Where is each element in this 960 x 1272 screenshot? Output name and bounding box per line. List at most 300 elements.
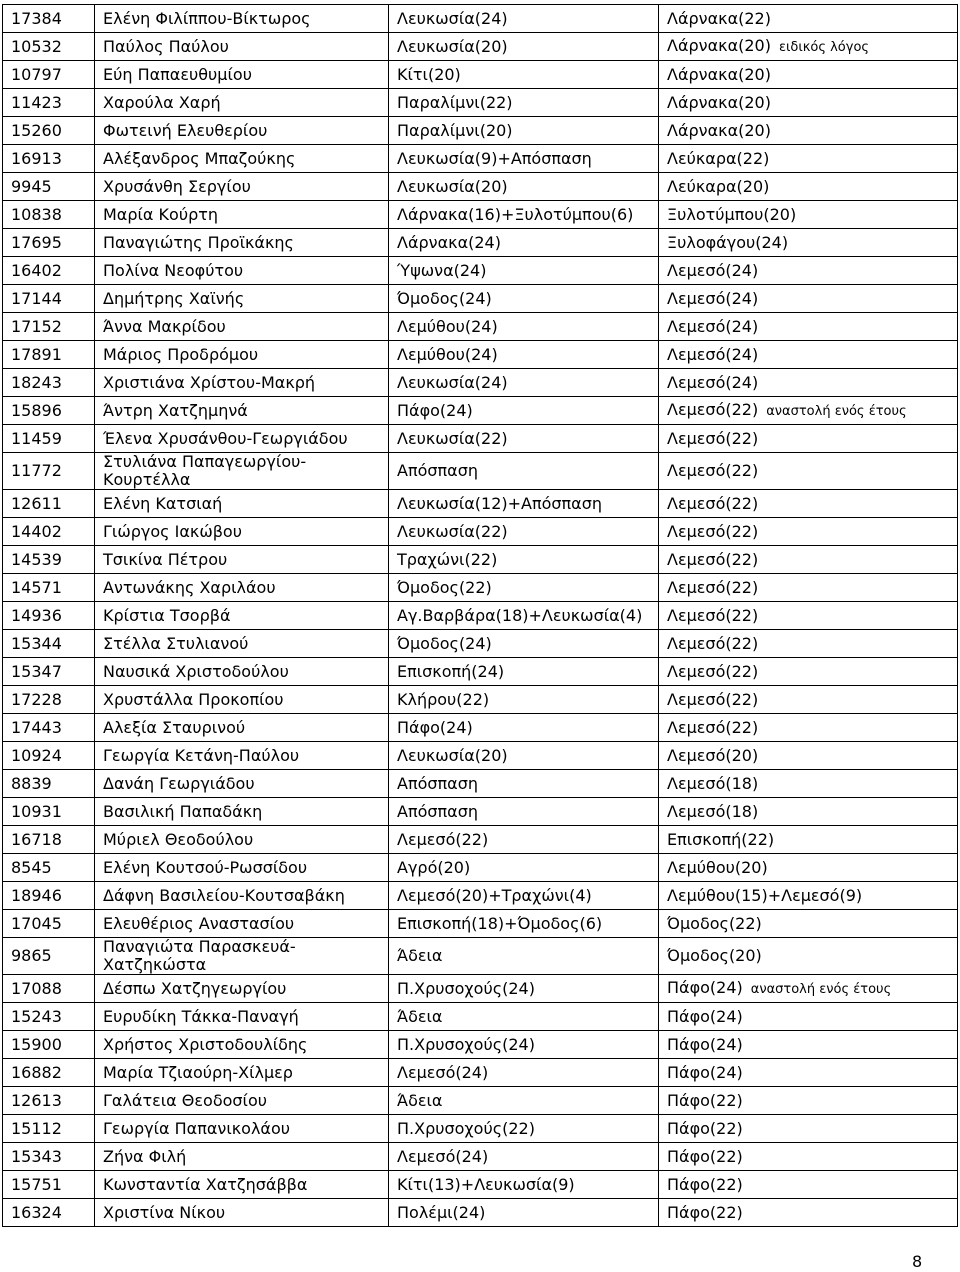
cell-from-text: Π.Χρυσοχούς(22): [397, 1118, 535, 1138]
row-note: αναστολή ενός έτους: [750, 981, 892, 997]
cell-id: [3, 145, 95, 173]
cell-to: [659, 574, 958, 602]
cell-name: [95, 1003, 389, 1031]
cell-to-text: Λεμεσό(24): [667, 372, 759, 392]
cell-id: [3, 229, 95, 257]
cell-from: [389, 1003, 659, 1031]
cell-to-text: Λάρνακα(20): [667, 120, 771, 140]
cell-to-text: Πάφο(22): [667, 1118, 743, 1138]
cell-id-text: 17443: [11, 717, 62, 737]
cell-name-text: Ελένη Κουτσού-Ρωσσίδου: [103, 857, 308, 877]
cell-name: [95, 369, 389, 397]
cell-id: [3, 313, 95, 341]
cell-to: [659, 546, 958, 574]
table-row: [3, 1087, 958, 1115]
cell-from: [389, 826, 659, 854]
cell-id-text: 17384: [11, 8, 62, 28]
cell-to-text: Πάφο(22): [667, 1202, 743, 1222]
cell-to-text: Λεύκαρα(22): [667, 148, 770, 168]
cell-id: [3, 910, 95, 938]
cell-from-text: Λεμεσό(24): [397, 1062, 489, 1082]
cell-id: [3, 173, 95, 201]
cell-to-text: Λεμεσό(22): [667, 399, 759, 419]
cell-from-text: Απόσπαση: [397, 461, 478, 480]
cell-name: [95, 341, 389, 369]
table-row: [3, 630, 958, 658]
cell-name-text: Βασιλική Παπαδάκη: [103, 801, 263, 821]
cell-id: [3, 546, 95, 574]
table-row: [3, 938, 958, 975]
cell-from: [389, 33, 659, 61]
table-row: [3, 742, 958, 770]
cell-to: [659, 1087, 958, 1115]
cell-to: [659, 173, 958, 201]
cell-name-text: Χρυστάλλα Προκοπίου: [103, 689, 284, 709]
cell-to: [659, 910, 958, 938]
cell-from-text: Λευκωσία(22): [397, 428, 508, 448]
cell-name-text: Κωνσταντία Χατζησάββα: [103, 1174, 308, 1194]
cell-name: [95, 397, 389, 425]
cell-name-text: Τσικίνα Πέτρου: [103, 549, 228, 569]
cell-id-text: 17228: [11, 689, 62, 709]
cell-to-text: Όμοδος(22): [667, 913, 762, 933]
cell-from: [389, 1143, 659, 1171]
cell-id: [3, 453, 95, 490]
cell-from: [389, 229, 659, 257]
cell-id: [3, 826, 95, 854]
cell-id: [3, 714, 95, 742]
cell-to: [659, 490, 958, 518]
cell-from-text: Λευκωσία(24): [397, 8, 508, 28]
table-row: [3, 285, 958, 313]
cell-from-text: Τραχώνι(22): [397, 549, 498, 569]
cell-from: [389, 397, 659, 425]
cell-id-text: 9865: [11, 946, 52, 965]
table-row: [3, 173, 958, 201]
cell-to: [659, 882, 958, 910]
cell-from: [389, 518, 659, 546]
cell-to: [659, 630, 958, 658]
cell-to: [659, 1031, 958, 1059]
table-row: [3, 910, 958, 938]
cell-to: [659, 145, 958, 173]
cell-id-text: 14539: [11, 549, 62, 569]
table-row: [3, 369, 958, 397]
table-row: [3, 518, 958, 546]
cell-from: [389, 686, 659, 714]
table-row: [3, 313, 958, 341]
cell-to: [659, 602, 958, 630]
cell-id-text: 15343: [11, 1146, 62, 1166]
cell-from-text: Κίτι(13)+Λευκωσία(9): [397, 1174, 575, 1194]
cell-id-text: 16324: [11, 1202, 62, 1222]
cell-id: [3, 574, 95, 602]
transfers-table-body: [3, 5, 958, 1227]
cell-to-text: Λεμύθου(15)+Λεμεσό(9): [667, 885, 863, 905]
cell-name: [95, 1031, 389, 1059]
cell-from-text: Λευκωσία(9)+Απόσπαση: [397, 148, 592, 168]
cell-from-text: Πολέμι(24): [397, 1202, 486, 1222]
cell-to: [659, 89, 958, 117]
cell-id-text: 16402: [11, 260, 62, 280]
cell-from-text: Λευκωσία(20): [397, 176, 508, 196]
cell-id: [3, 630, 95, 658]
cell-from: [389, 910, 659, 938]
cell-to: [659, 201, 958, 229]
cell-from-text: Όμοδος(22): [397, 577, 492, 597]
cell-to: [659, 229, 958, 257]
table-row: [3, 686, 958, 714]
cell-id-text: 11772: [11, 461, 62, 480]
cell-id: [3, 518, 95, 546]
cell-name: [95, 33, 389, 61]
cell-name-text: Δάφνη Βασιλείου-Κουτσαβάκη: [103, 885, 345, 905]
row-note: αναστολή ενός έτους: [766, 403, 907, 419]
table-row: [3, 425, 958, 453]
table-row: [3, 5, 958, 33]
cell-name: [95, 285, 389, 313]
cell-id: [3, 975, 95, 1003]
cell-to-text: Όμοδος(20): [667, 946, 762, 965]
cell-to-text: Λεμεσό(22): [667, 549, 759, 569]
cell-name: [95, 546, 389, 574]
cell-id: [3, 686, 95, 714]
cell-from: [389, 257, 659, 285]
cell-from: [389, 546, 659, 574]
cell-from-text: Επισκοπή(18)+Όμοδος(6): [397, 913, 603, 933]
cell-name-text: Αλέξανδρος Μπαζούκης: [103, 148, 296, 168]
cell-to: [659, 798, 958, 826]
cell-to-text: Πάφο(22): [667, 1090, 743, 1110]
cell-from-text: Λεμεσό(24): [397, 1146, 489, 1166]
cell-to-text: Λεμεσό(24): [667, 344, 759, 364]
cell-from: [389, 658, 659, 686]
cell-from-text: Όμοδος(24): [397, 288, 492, 308]
cell-to-text: Λεμύθου(20): [667, 857, 768, 877]
transfers-table: [2, 4, 958, 1227]
cell-to-text: Ξυλοφάγου(24): [667, 232, 789, 252]
cell-to: [659, 117, 958, 145]
cell-id-text: 8545: [11, 857, 52, 877]
cell-from: [389, 5, 659, 33]
table-row: [3, 145, 958, 173]
table-row: [3, 1059, 958, 1087]
table-row: [3, 574, 958, 602]
cell-name: [95, 257, 389, 285]
cell-from-text: Άδεια: [397, 946, 443, 965]
cell-id-text: 15112: [11, 1118, 62, 1138]
cell-from: [389, 574, 659, 602]
cell-to-text: Ξυλοτύμπου(20): [667, 204, 797, 224]
table-row: [3, 1171, 958, 1199]
cell-to-text: Πάφο(24): [667, 977, 743, 997]
cell-name: [95, 313, 389, 341]
cell-to: [659, 1171, 958, 1199]
cell-name-text: Χριστίνα Νίκου: [103, 1202, 226, 1222]
cell-from: [389, 369, 659, 397]
cell-id-text: 8839: [11, 773, 52, 793]
table-row: [3, 826, 958, 854]
cell-name: [95, 686, 389, 714]
cell-id-text: 15243: [11, 1006, 62, 1026]
cell-name-text: Γαλάτεια Θεοδοσίου: [103, 1090, 268, 1110]
cell-to: [659, 1003, 958, 1031]
cell-name-text: Εύη Παπαευθυμίου: [103, 64, 252, 84]
cell-name: [95, 201, 389, 229]
cell-to-text: Λεμεσό(22): [667, 577, 759, 597]
cell-to-text: Λεμεσό(22): [667, 605, 759, 625]
cell-name: [95, 798, 389, 826]
cell-to: [659, 425, 958, 453]
cell-from-text: Παραλίμνι(22): [397, 92, 513, 112]
table-row: [3, 201, 958, 229]
table-row: [3, 257, 958, 285]
cell-from: [389, 201, 659, 229]
cell-id-text: 14936: [11, 605, 62, 625]
cell-id: [3, 854, 95, 882]
cell-id: [3, 285, 95, 313]
cell-name: [95, 145, 389, 173]
cell-from: [389, 742, 659, 770]
cell-from: [389, 602, 659, 630]
table-row: [3, 490, 958, 518]
cell-to: [659, 1199, 958, 1227]
cell-name: [95, 5, 389, 33]
cell-id-text: 12611: [11, 493, 62, 513]
table-row: [3, 89, 958, 117]
cell-to-text: Λεμεσό(22): [667, 689, 759, 709]
cell-from-text: Κίτι(20): [397, 64, 461, 84]
cell-to-text: Πάφο(24): [667, 1034, 743, 1054]
cell-name: [95, 1115, 389, 1143]
cell-id-text: 15896: [11, 400, 62, 420]
cell-id: [3, 490, 95, 518]
cell-name-text: Μύριελ Θεοδούλου: [103, 829, 254, 849]
cell-to: [659, 975, 958, 1003]
cell-id-text: 17695: [11, 232, 62, 252]
cell-to: [659, 714, 958, 742]
cell-from-text: Λευκωσία(22): [397, 521, 508, 541]
cell-from: [389, 145, 659, 173]
cell-from: [389, 882, 659, 910]
cell-id-text: 10838: [11, 204, 62, 224]
cell-name-text: Γιώργος Ιακώβου: [103, 521, 242, 541]
cell-to: [659, 686, 958, 714]
cell-name: [95, 714, 389, 742]
cell-from-text: Λεμύθου(24): [397, 344, 498, 364]
cell-to: [659, 658, 958, 686]
cell-id: [3, 425, 95, 453]
cell-to-text: Πάφο(22): [667, 1174, 743, 1194]
cell-name: [95, 975, 389, 1003]
cell-id-text: 11459: [11, 428, 62, 448]
cell-name-text: Κρίστια Τσορβά: [103, 605, 231, 625]
cell-to-text: Λεμεσό(18): [667, 801, 759, 821]
cell-name: [95, 173, 389, 201]
cell-name-text: Στυλιάνα Παπαγεωργίου-Κουρτέλλα: [103, 452, 307, 489]
cell-name-text: Ναυσικά Χριστοδούλου: [103, 661, 289, 681]
cell-to-text: Λάρνακα(20): [667, 64, 771, 84]
cell-to: [659, 397, 958, 425]
cell-from-text: Λευκωσία(12)+Απόσπαση: [397, 493, 602, 513]
cell-from-text: Λευκωσία(20): [397, 36, 508, 56]
cell-id-text: 18946: [11, 885, 62, 905]
cell-id: [3, 5, 95, 33]
cell-from: [389, 453, 659, 490]
cell-name-text: Ζήνα Φιλή: [103, 1146, 187, 1166]
cell-name-text: Παύλος Παύλου: [103, 36, 229, 56]
table-row: [3, 770, 958, 798]
cell-to: [659, 770, 958, 798]
cell-name: [95, 1087, 389, 1115]
cell-from: [389, 714, 659, 742]
cell-id: [3, 1143, 95, 1171]
cell-from-text: Απόσπαση: [397, 773, 478, 793]
table-row: [3, 1143, 958, 1171]
cell-id: [3, 1003, 95, 1031]
cell-name: [95, 602, 389, 630]
cell-to: [659, 453, 958, 490]
cell-id-text: 16718: [11, 829, 62, 849]
cell-name-text: Στέλλα Στυλιανού: [103, 633, 249, 653]
cell-to-text: Λεμεσό(22): [667, 717, 759, 737]
cell-id-text: 14571: [11, 577, 62, 597]
table-row: [3, 658, 958, 686]
cell-from-text: Πάφο(24): [397, 400, 473, 420]
cell-id-text: 9945: [11, 176, 52, 196]
cell-from-text: Π.Χρυσοχούς(24): [397, 1034, 535, 1054]
cell-name: [95, 425, 389, 453]
cell-to: [659, 257, 958, 285]
cell-to-text: Λεμεσό(22): [667, 521, 759, 541]
cell-from-text: Λευκωσία(20): [397, 745, 508, 765]
cell-name: [95, 1171, 389, 1199]
cell-id-text: 16913: [11, 148, 62, 168]
cell-name-text: Δέσπω Χατζηγεωργίου: [103, 978, 287, 998]
table-row: [3, 397, 958, 425]
cell-name: [95, 117, 389, 145]
cell-name-text: Χρυσάνθη Σεργίου: [103, 176, 251, 196]
cell-from-text: Λευκωσία(24): [397, 372, 508, 392]
cell-id-text: 17144: [11, 288, 62, 308]
cell-from-text: Λάρνακα(24): [397, 232, 501, 252]
cell-from-text: Ύψωνα(24): [397, 260, 487, 280]
table-row: [3, 714, 958, 742]
cell-id-text: 10532: [11, 36, 62, 56]
table-row: [3, 453, 958, 490]
cell-to: [659, 742, 958, 770]
cell-from: [389, 1199, 659, 1227]
cell-name: [95, 854, 389, 882]
cell-from: [389, 1031, 659, 1059]
cell-to: [659, 313, 958, 341]
cell-name-text: Δημήτρης Χαϊνής: [103, 288, 245, 308]
cell-name-text: Ελένη Κατσιαή: [103, 493, 223, 513]
cell-to: [659, 1143, 958, 1171]
cell-id: [3, 658, 95, 686]
cell-to: [659, 285, 958, 313]
cell-from: [389, 313, 659, 341]
cell-to: [659, 5, 958, 33]
cell-from: [389, 854, 659, 882]
cell-from: [389, 341, 659, 369]
cell-id: [3, 201, 95, 229]
cell-id: [3, 1059, 95, 1087]
table-row: [3, 975, 958, 1003]
cell-id-text: 10924: [11, 745, 62, 765]
cell-to-text: Πάφο(24): [667, 1062, 743, 1082]
cell-from-text: Λεμύθου(24): [397, 316, 498, 336]
cell-name-text: Άντρη Χατζημηνά: [103, 400, 248, 420]
cell-name: [95, 61, 389, 89]
cell-id: [3, 1031, 95, 1059]
cell-name-text: Έλενα Χρυσάνθου-Γεωργιάδου: [103, 428, 348, 448]
table-row: [3, 61, 958, 89]
cell-to-text: Λεμεσό(24): [667, 316, 759, 336]
cell-to-text: Λεμεσό(22): [667, 661, 759, 681]
cell-to: [659, 938, 958, 975]
cell-name: [95, 574, 389, 602]
cell-name-text: Πολίνα Νεοφύτου: [103, 260, 244, 280]
cell-from-text: Κλήρου(22): [397, 689, 490, 709]
cell-from: [389, 1171, 659, 1199]
table-row: [3, 602, 958, 630]
cell-to: [659, 369, 958, 397]
cell-to-text: Λεύκαρα(20): [667, 176, 770, 196]
cell-to-text: Λάρνακα(20): [667, 92, 771, 112]
cell-id-text: 15347: [11, 661, 62, 681]
cell-from: [389, 1087, 659, 1115]
cell-id-text: 14402: [11, 521, 62, 541]
cell-name-text: Φωτεινή Ελευθερίου: [103, 120, 268, 140]
cell-id: [3, 1115, 95, 1143]
cell-name: [95, 770, 389, 798]
table-row: [3, 882, 958, 910]
cell-from: [389, 770, 659, 798]
cell-to: [659, 341, 958, 369]
cell-name-text: Ελένη Φιλίππου-Βίκτωρος: [103, 8, 311, 28]
table-row: [3, 33, 958, 61]
cell-id-text: 17088: [11, 978, 62, 998]
cell-name-text: Γεωργία Παπανικολάου: [103, 1118, 291, 1138]
cell-from-text: Όμοδος(24): [397, 633, 492, 653]
cell-id: [3, 938, 95, 975]
cell-name: [95, 518, 389, 546]
cell-name: [95, 882, 389, 910]
cell-id-text: 12613: [11, 1090, 62, 1110]
table-row: [3, 229, 958, 257]
cell-to: [659, 518, 958, 546]
cell-to-text: Λεμεσό(24): [667, 260, 759, 280]
cell-id-text: 15751: [11, 1174, 62, 1194]
cell-name: [95, 630, 389, 658]
cell-id-text: 11423: [11, 92, 62, 112]
cell-id: [3, 742, 95, 770]
cell-from: [389, 285, 659, 313]
cell-to-text: Λεμεσό(22): [667, 633, 759, 653]
table-row: [3, 1199, 958, 1227]
cell-id: [3, 397, 95, 425]
cell-from-text: Λάρνακα(16)+Ξυλοτύμπου(6): [397, 204, 634, 224]
table-row: [3, 117, 958, 145]
cell-id-text: 17891: [11, 344, 62, 364]
cell-from-text: Επισκοπή(24): [397, 661, 505, 681]
cell-name: [95, 910, 389, 938]
cell-from-text: Άδεια: [397, 1006, 443, 1026]
cell-name-text: Ευρυδίκη Τάκκα-Παναγή: [103, 1006, 299, 1026]
cell-id: [3, 882, 95, 910]
cell-from: [389, 89, 659, 117]
